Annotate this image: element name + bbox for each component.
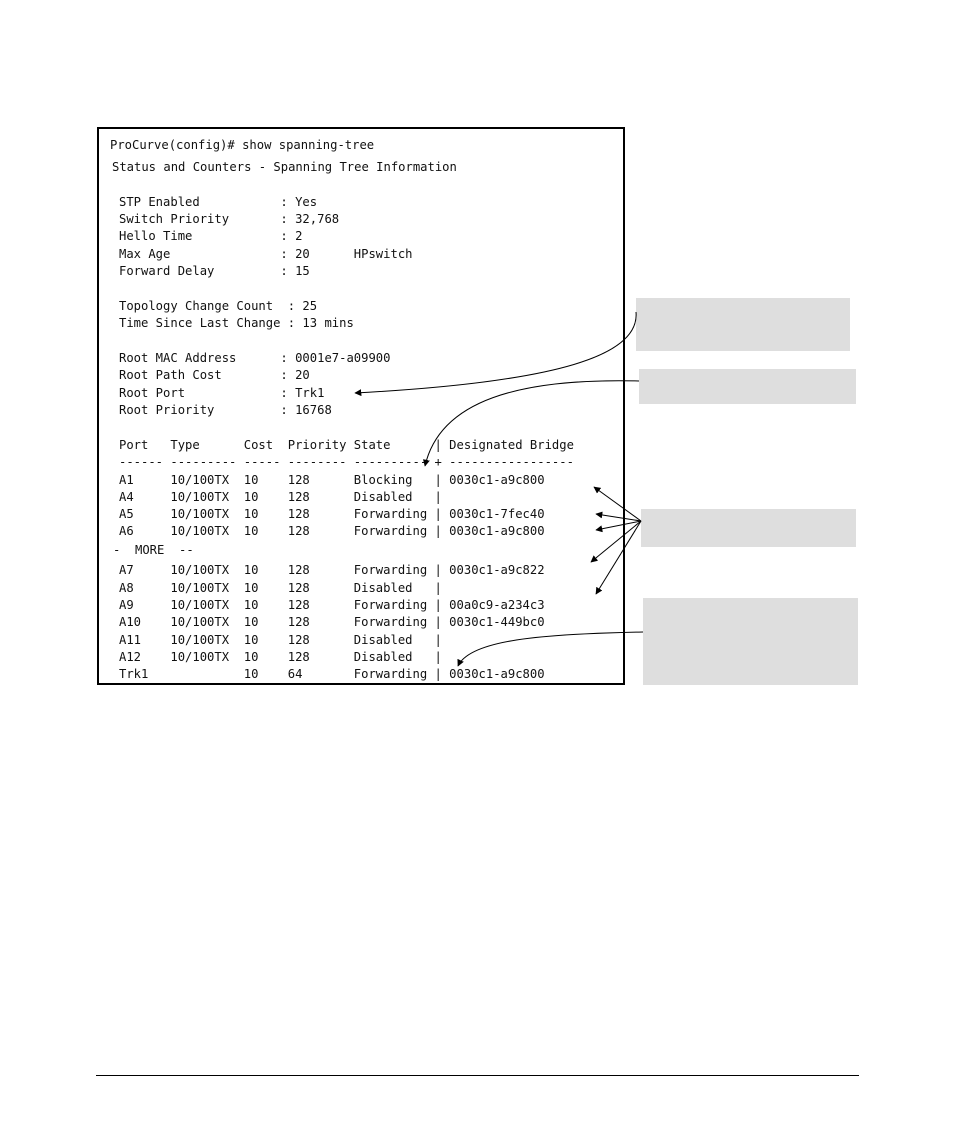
table-row: A11 10/100TX 10 128 Disabled | (119, 633, 442, 647)
topology-change-count-field: Topology Change Count : 25 (119, 299, 318, 313)
switch-priority-field: Switch Priority : 32,768 (119, 212, 340, 226)
stp-enabled-field: STP Enabled : Yes (119, 195, 318, 209)
root-port-field: Root Port : Trk1 (119, 386, 325, 400)
table-row: Trk1 10 64 Forwarding | 0030c1-a9c800 (119, 667, 545, 681)
table-row: A9 10/100TX 10 128 Forwarding | 00a0c9-a234c3 (119, 598, 545, 612)
forward-delay-field: Forward Delay : 15 (119, 264, 310, 278)
arrow-bridge-a6 (596, 521, 641, 530)
arrow-bridge-a9 (596, 521, 641, 594)
table-row: A5 10/100TX 10 128 Forwarding | 0030c1-7fec40 (119, 507, 545, 521)
table-header: Port Type Cost Priority State | Designated Bridge (119, 438, 574, 452)
max-age-field: Max Age : 20 HPswitch (119, 247, 413, 261)
table-row: A12 10/100TX 10 128 Disabled | (119, 650, 442, 664)
arrow-bridge-a1 (594, 487, 641, 521)
arrow-trunk (458, 632, 643, 666)
root-mac-address-field: Root MAC Address : 0001e7-a09900 (119, 351, 391, 365)
root-path-cost-field: Root Path Cost : 20 (119, 368, 310, 382)
table-separator: ------ --------- ----- -------- ---------- + ----------------- (119, 455, 574, 469)
output-heading: Status and Counters - Spanning Tree Information (112, 160, 457, 174)
table-row: A8 10/100TX 10 128 Disabled | (119, 581, 442, 595)
page-footer-rule (96, 1075, 859, 1076)
table-row: A6 10/100TX 10 128 Forwarding | 0030c1-a9c800 (119, 524, 545, 538)
root-priority-field: Root Priority : 16768 (119, 403, 332, 417)
table-row: A1 10/100TX 10 128 Blocking | 0030c1-a9c800 (119, 473, 545, 487)
time-since-last-change-field: Time Since Last Change : 13 mins (119, 316, 354, 330)
arrow-bridge-a7 (591, 521, 641, 562)
table-row: A7 10/100TX 10 128 Forwarding | 0030c1-a9c822 (119, 563, 545, 577)
more-prompt: - MORE -- (113, 543, 194, 557)
command-line: ProCurve(config)# show spanning-tree (110, 138, 375, 152)
table-row: A4 10/100TX 10 128 Disabled | (119, 490, 442, 504)
hello-time-field: Hello Time : 2 (119, 229, 303, 243)
table-row: A10 10/100TX 10 128 Forwarding | 0030c1-449bc0 (119, 615, 545, 629)
arrow-bridge-a5 (596, 514, 641, 521)
arrow-state (425, 381, 639, 466)
